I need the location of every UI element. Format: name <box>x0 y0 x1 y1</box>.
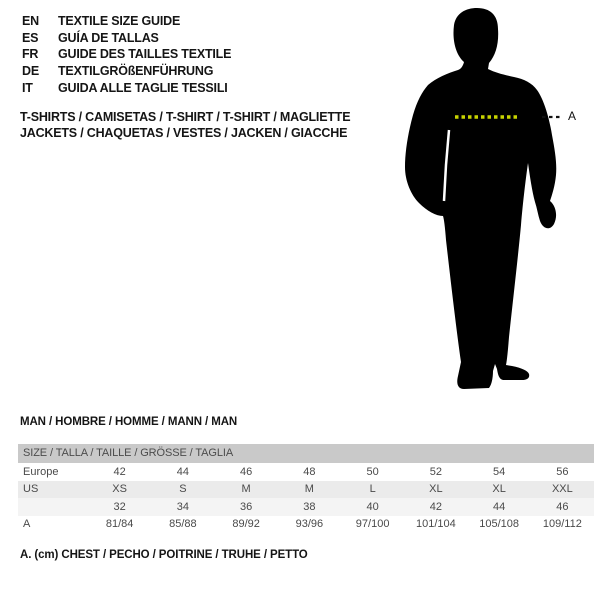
table-cell: 44 <box>176 465 189 478</box>
table-cell: 40 <box>366 500 379 513</box>
table-cell: 34 <box>176 500 189 513</box>
table-cell: XXL <box>551 483 573 496</box>
row-label: Europe <box>23 465 59 478</box>
language-label: TEXTILE SIZE GUIDE <box>58 14 181 29</box>
table-cell: 36 <box>240 500 253 513</box>
size-table-header: SIZE / TALLA / TAILLE / GRÖSSE / TAGLIA <box>18 444 594 463</box>
table-cell: 44 <box>493 500 506 513</box>
table-cell: XS <box>112 483 127 496</box>
language-row-it <box>22 79 231 96</box>
table-cell: 46 <box>556 500 569 513</box>
product-line-tshirts: T-SHIRTS / CAMISETAS / T-SHIRT / T-SHIRT / MAGLIETTE <box>20 110 351 124</box>
table-row-a-chest <box>18 516 594 534</box>
language-code: ES <box>22 30 39 45</box>
language-row-en <box>22 13 231 30</box>
product-line-jackets: JACKETS / CHAQUETAS / VESTES / JACKEN / GIACCHE <box>20 126 348 141</box>
table-row-us <box>18 481 594 499</box>
section-title: MAN / HOMBRE / HOMME / MANN / MAN <box>20 416 238 428</box>
table-cell: 89/92 <box>232 518 260 531</box>
man-silhouette-shape <box>405 8 556 389</box>
language-label: GUIDA ALLE TAGLIE TESSILI <box>58 80 228 95</box>
table-cell: 101/104 <box>415 518 456 531</box>
language-code: EN <box>22 14 39 29</box>
table-cell: 105/108 <box>479 518 519 531</box>
language-row-fr <box>22 46 231 63</box>
table-cell: 42 <box>429 500 442 513</box>
table-cell: 48 <box>303 465 316 478</box>
language-row-de <box>22 63 231 80</box>
table-cell: 97/100 <box>355 518 390 531</box>
table-cell: M <box>241 483 251 496</box>
measurement-footnote: A. (cm) CHEST / PECHO / POITRINE / TRUHE / PETTO <box>20 549 308 561</box>
measure-label-a: A <box>568 109 577 123</box>
table-cell: 50 <box>366 465 379 478</box>
table-cell: 42 <box>113 465 126 478</box>
table-cell: 109/112 <box>542 518 582 531</box>
product-types <box>20 109 350 141</box>
table-cell: 85/88 <box>169 518 197 531</box>
language-code: DE <box>22 64 39 79</box>
language-label: GUIDE DES TAILLES TEXTILE <box>58 47 232 62</box>
table-cell: 52 <box>429 465 442 478</box>
table-cell: 54 <box>493 465 506 478</box>
language-label: GUÍA DE TALLAS <box>58 30 159 45</box>
language-list <box>22 13 231 96</box>
table-row-europe <box>18 463 594 481</box>
table-cell: 46 <box>240 465 253 478</box>
table-cell: 56 <box>556 465 569 478</box>
language-code: IT <box>22 80 33 95</box>
table-cell: XL <box>492 483 506 496</box>
table-cell: 38 <box>303 500 316 513</box>
table-cell: 93/96 <box>295 518 324 531</box>
man-silhouette <box>400 5 590 395</box>
language-label: TEXTILGRÖßENFÜHRUNG <box>58 64 214 79</box>
table-cell: L <box>369 483 376 496</box>
language-row-es <box>22 30 231 47</box>
table-cell: S <box>179 483 187 496</box>
table-cell: 32 <box>113 500 126 513</box>
table-cell: XL <box>429 483 443 496</box>
table-row-us-numeric <box>18 498 594 516</box>
language-code: FR <box>22 47 39 62</box>
table-cell: M <box>304 483 314 496</box>
row-label: US <box>23 483 39 496</box>
row-label: A <box>23 518 31 531</box>
size-table <box>18 444 594 533</box>
table-cell: 81/84 <box>105 518 134 531</box>
